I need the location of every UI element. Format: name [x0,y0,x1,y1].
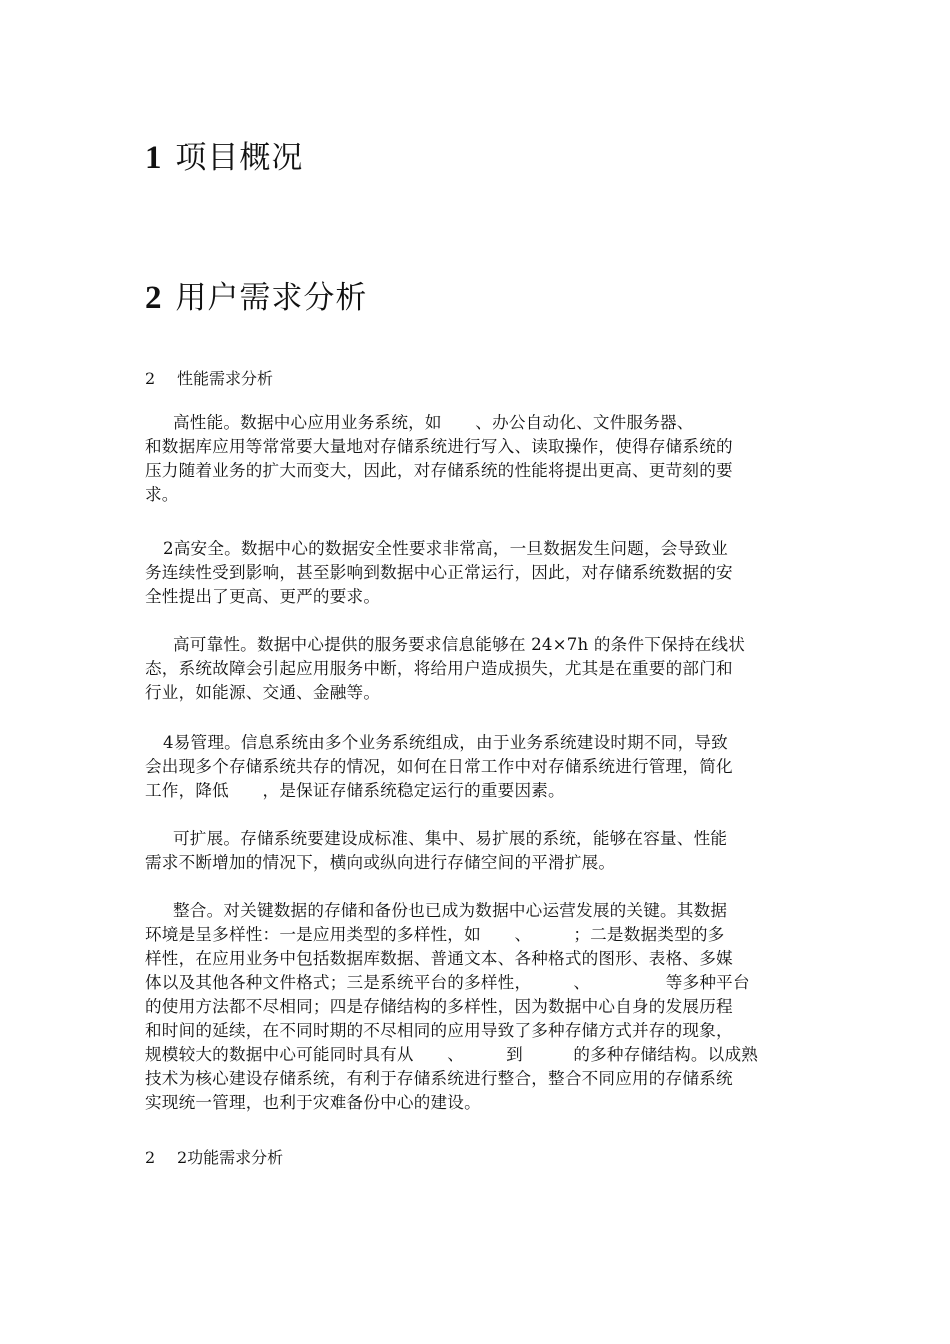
paragraph-line: 的使用方法都不尽相同；四是存储结构的多样性，因为数据中心自身的发展历程 [145,997,733,1016]
paragraph-line: 需求不断增加的情况下，横向或纵向进行存储空间的平滑扩展。 [145,853,616,872]
paragraph-high-reliability [145,633,810,705]
heading-title: 项目概况 [175,140,304,176]
subheading-performance [145,368,273,390]
paragraph-scalability [145,827,810,875]
paragraph-high-security [145,537,810,609]
subheading-title: 性能需求分析 [177,369,274,388]
heading-number: 2 [145,280,163,316]
heading-user-requirements [145,278,367,318]
paragraph-integration [145,899,810,1115]
heading-number: 1 [145,140,163,176]
paragraph-line: 务连续性受到影响，甚至影响到数据中心正常运行，因此，对存储系统数据的安 [145,563,733,582]
paragraph-line: 整合。对关键数据的存储和备份也已成为数据中心运营发展的关键。其数据 [173,901,728,920]
paragraph-line: 工作，降低 ，是保证存储系统稳定运行的重要因素。 [145,781,565,800]
paragraph-line: 体以及其他各种文件格式；三是系统平台的多样性， 、 等多种平台 [145,973,750,992]
paragraph-line: 高可靠性。数据中心提供的服务要求信息能够在 24×7h 的条件下保持在线状 [173,635,746,654]
paragraph-line: 求。 [145,485,179,504]
paragraph-line: 规模较大的数据中心可能同时具有从 、 到 的多种存储结构。以成熟 [145,1045,759,1064]
paragraph-easy-management [145,731,810,803]
heading-title: 用户需求分析 [175,280,368,316]
subheading-number: 2 [145,369,156,388]
paragraph-line: 态，系统故障会引起应用服务中断，将给用户造成损失，尤其是在重要的部门和 [145,659,733,678]
paragraph-line: 全性提出了更高、更严的要求。 [145,587,381,606]
paragraph-line: 环境是呈多样性：一是应用类型的多样性，如 、 ；二是数据类型的多 [145,925,725,944]
paragraph-line: 和数据库应用等常常要大量地对存储系统进行写入、读取操作，使得存储系统的 [145,437,733,456]
subheading-title: 2功能需求分析 [177,1148,284,1167]
paragraph-line: 技术为核心建设存储系统，有利于存储系统进行整合，整合不同应用的存储系统 [145,1069,733,1088]
paragraph-line: 4易管理。信息系统由多个业务系统组成，由于业务系统建设时期不同，导致 [163,733,728,752]
paragraph-line: 压力随着业务的扩大而变大，因此，对存储系统的性能将提出更高、更苛刻的要 [145,461,733,480]
paragraph-line: 和时间的延续，在不同时期的不尽相同的应用导致了多种存储方式并存的现象， [145,1021,733,1040]
paragraph-line: 会出现多个存储系统共存的情况，如何在日常工作中对存储系统进行管理，简化 [145,757,733,776]
paragraph-line: 行业，如能源、交通、金融等。 [145,683,381,702]
heading-project-overview [145,138,303,178]
paragraph-line: 实现统一管理，也利于灾难备份中心的建设。 [145,1093,481,1112]
paragraph-line: 2高安全。数据中心的数据安全性要求非常高，一旦数据发生问题，会导致业 [163,539,728,558]
paragraph-line: 样性，在应用业务中包括数据库数据、普通文本、各种格式的图形、表格、多媒 [145,949,733,968]
paragraph-line: 可扩展。存储系统要建设成标准、集中、易扩展的系统，能够在容量、性能 [173,829,728,848]
subheading-number: 2 [145,1148,156,1167]
paragraph-line: 高性能。数据中心应用业务系统，如 、办公自动化、文件服务器、 [173,413,694,432]
subheading-functional [145,1147,283,1169]
paragraph-high-performance [145,411,810,507]
